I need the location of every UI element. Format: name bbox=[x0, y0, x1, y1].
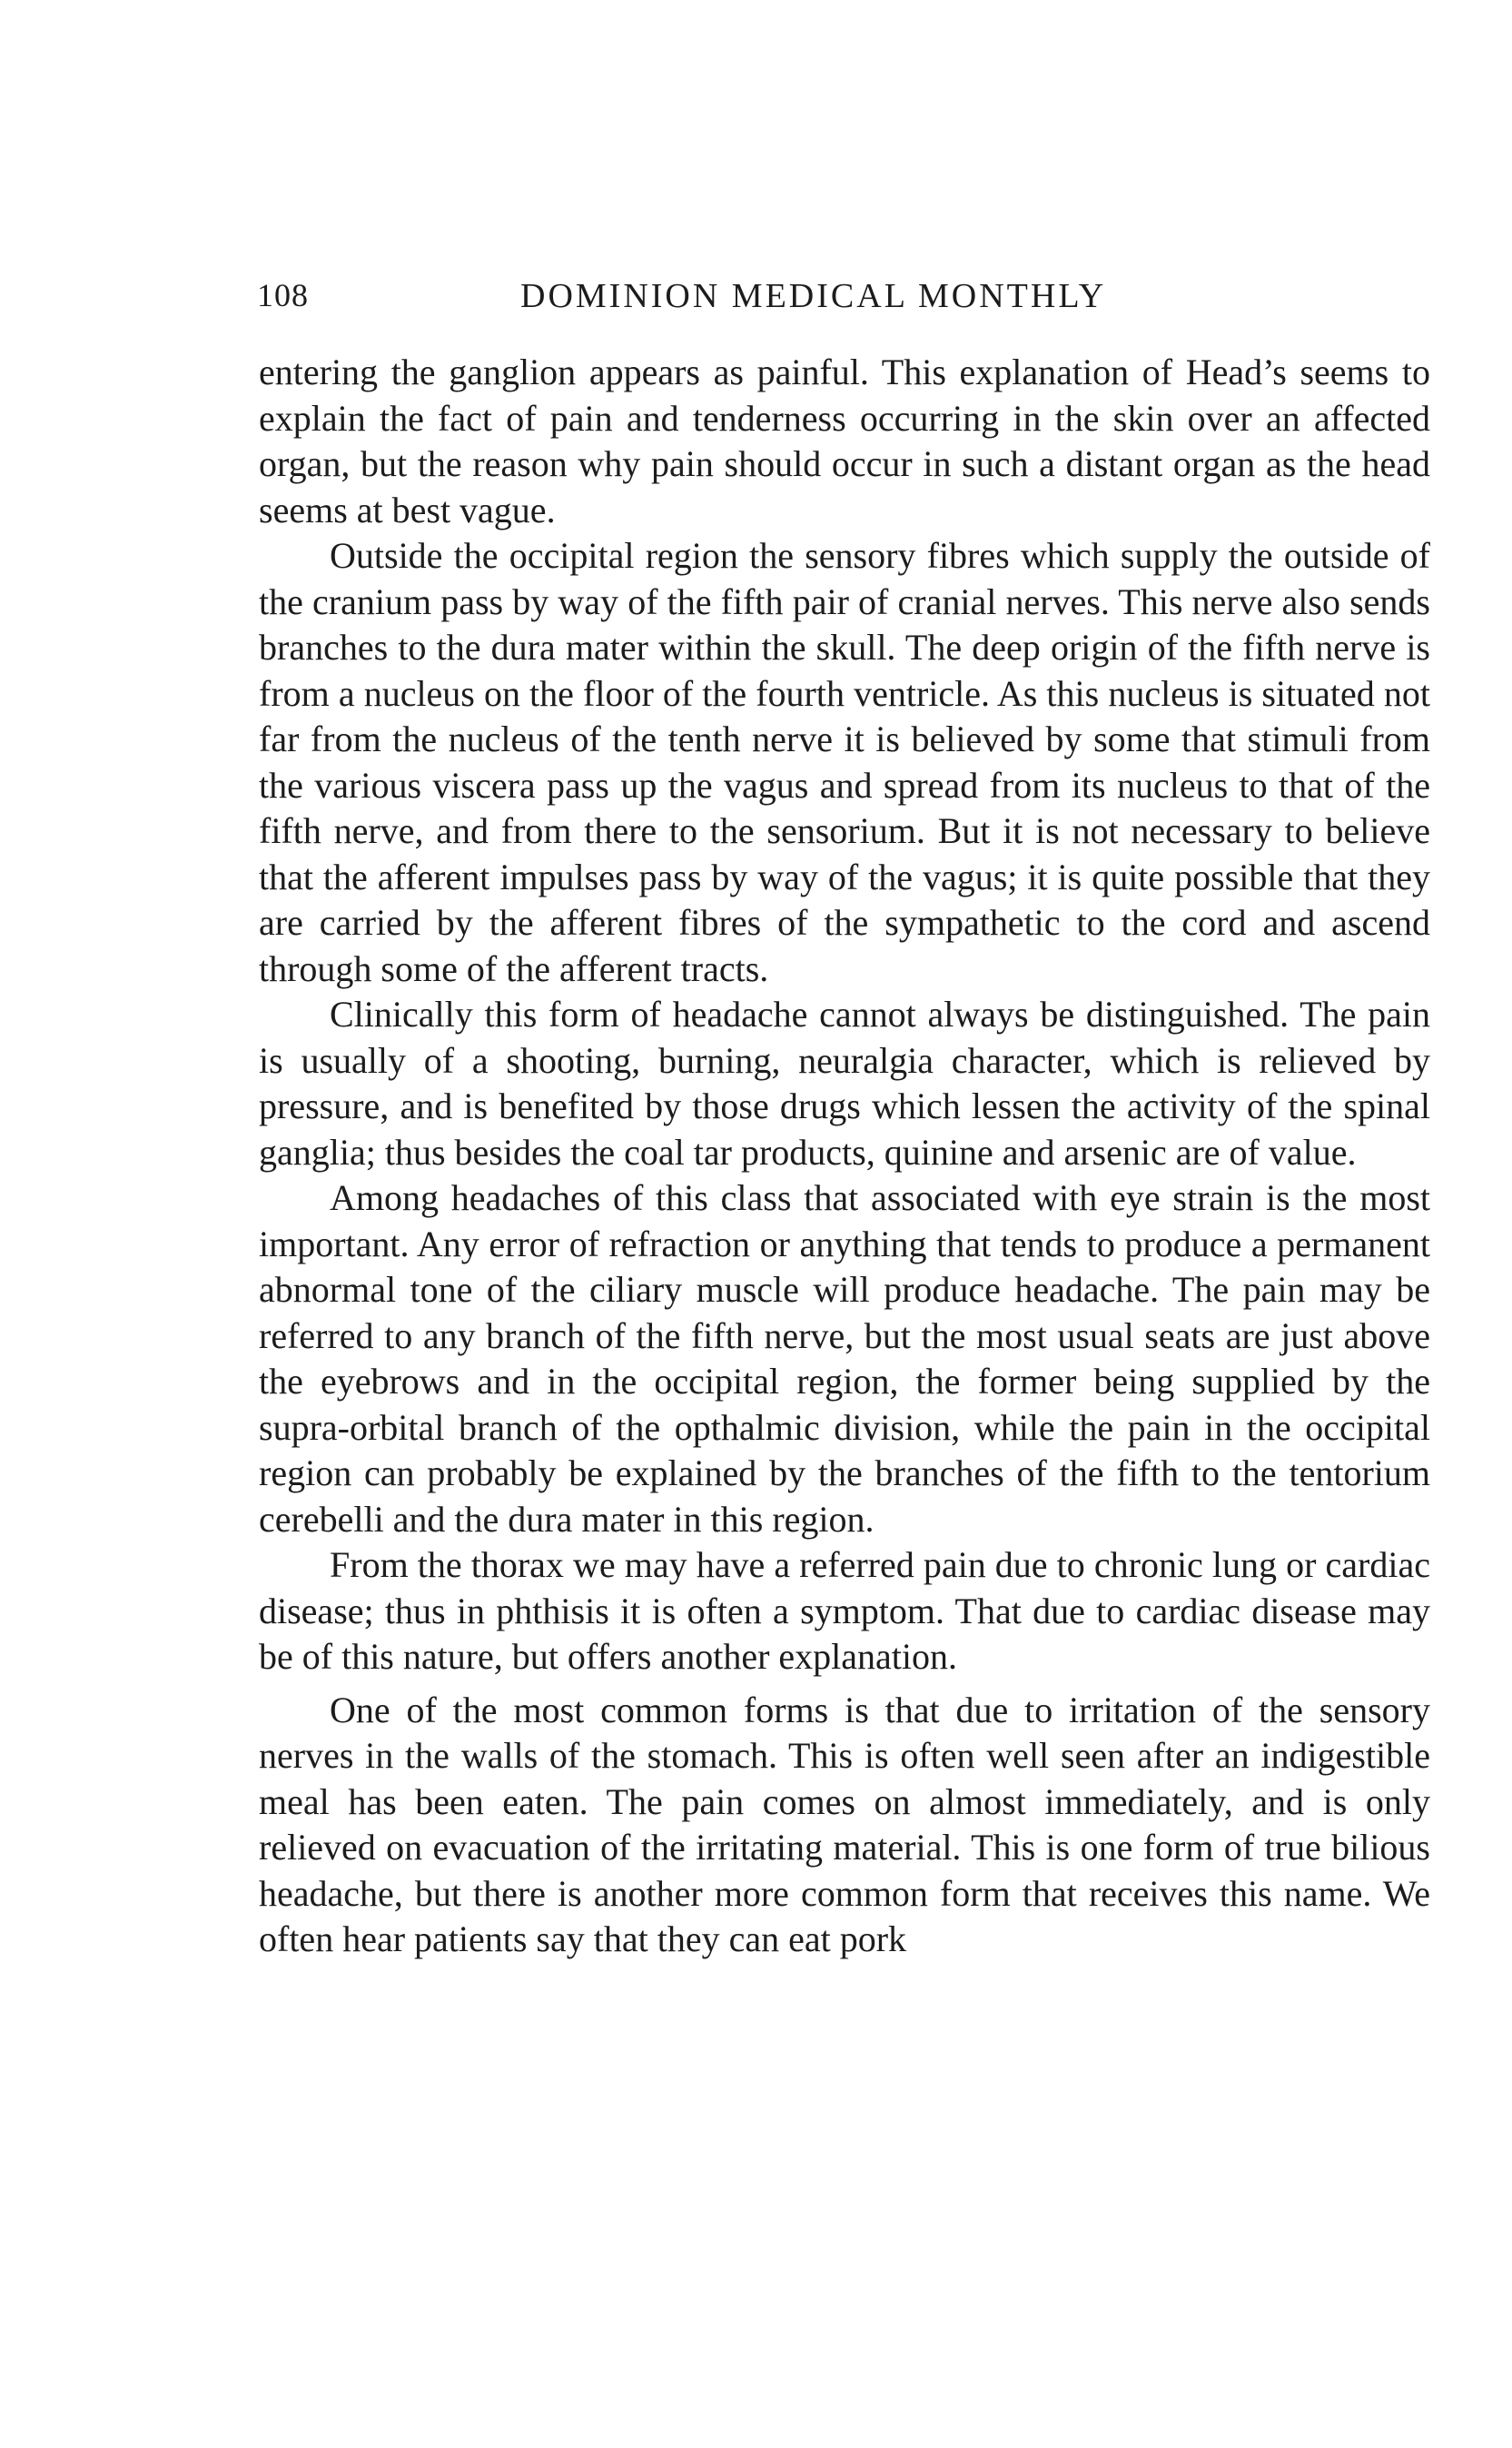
paragraph: From the thorax we may have a referred pain due to chronic lung or cardiac disease; thus in phthisis it is often a symptom. That due to cardiac disease may be of this nature, but offers another explanation. bbox=[259, 1544, 1430, 1677]
page-header bbox=[257, 276, 1428, 322]
paragraph: One of the most common forms is that due to irritation of the sensory nerves in the walls of the stomach. This is often well seen after an indigestible meal has been eaten. The pain comes on almost immediately, and is only relieved on evacuation of the irritating material. This is one form of true bilious headache, but there is another more common form that receives this name. We often hear patients say that they can eat pork bbox=[259, 1689, 1430, 1959]
running-title: DOMINION MEDICAL MONTHLY bbox=[520, 277, 1107, 315]
paragraph: Clinically this form of headache cannot always be distinguished. The pain is usually of a shooting, burning, neuralgia character, which is relieved by pressure, and is benefited by those drugs which lessen the activity of the spinal ganglia; thus besides the coal tar products, quinine and arsenic are of value. bbox=[259, 994, 1430, 1173]
paragraph: Outside the occipital region the sensory fibres which supply the outside of the cranium pass by way of the fifth pair of cranial nerves. This nerve also sends branches to the dura mater within the skull. The deep origin of the fifth nerve is from a nucleus on the floor of the fourth ventricle. As this nucleus is situated not far from the nucleus of the tenth nerve it is believed by some that stimuli from the various viscera pass up the vagus and spread from its nucleus to that of the fifth nerve, and from there to the sensorium. But it is not necessary to believe that the afferent impulses pass by way of the vagus; it is quite possible that they are carried by the afferent fibres of the sympathetic to the cord and ascend through some of the afferent tracts. bbox=[259, 535, 1430, 989]
paragraph: entering the ganglion appears as painful. This explanation of Head’s seems to explain the fact of pain and tenderness occurring in the skin over an affected organ, but the reason why pain should occur in such a distant organ as the head seems at best vague. bbox=[259, 352, 1430, 530]
paragraph: Among headaches of this class that associated with eye strain is the most important. Any error of refraction or anything that tends to produce a permanent abnormal tone of the ciliary muscle will produce headache. The pain may be referred to any branch of the fifth nerve, but the most usual seats are just above the eyebrows and in the occipital region, the former being supplied by the supra-orbital branch of the opthalmic division, while the pain in the occipital region can probably be explained by the branches of the fifth to the tentorium cerebelli and the dura mater in this region. bbox=[259, 1177, 1430, 1540]
page-number: 108 bbox=[257, 277, 309, 313]
article-body bbox=[259, 350, 1430, 1963]
